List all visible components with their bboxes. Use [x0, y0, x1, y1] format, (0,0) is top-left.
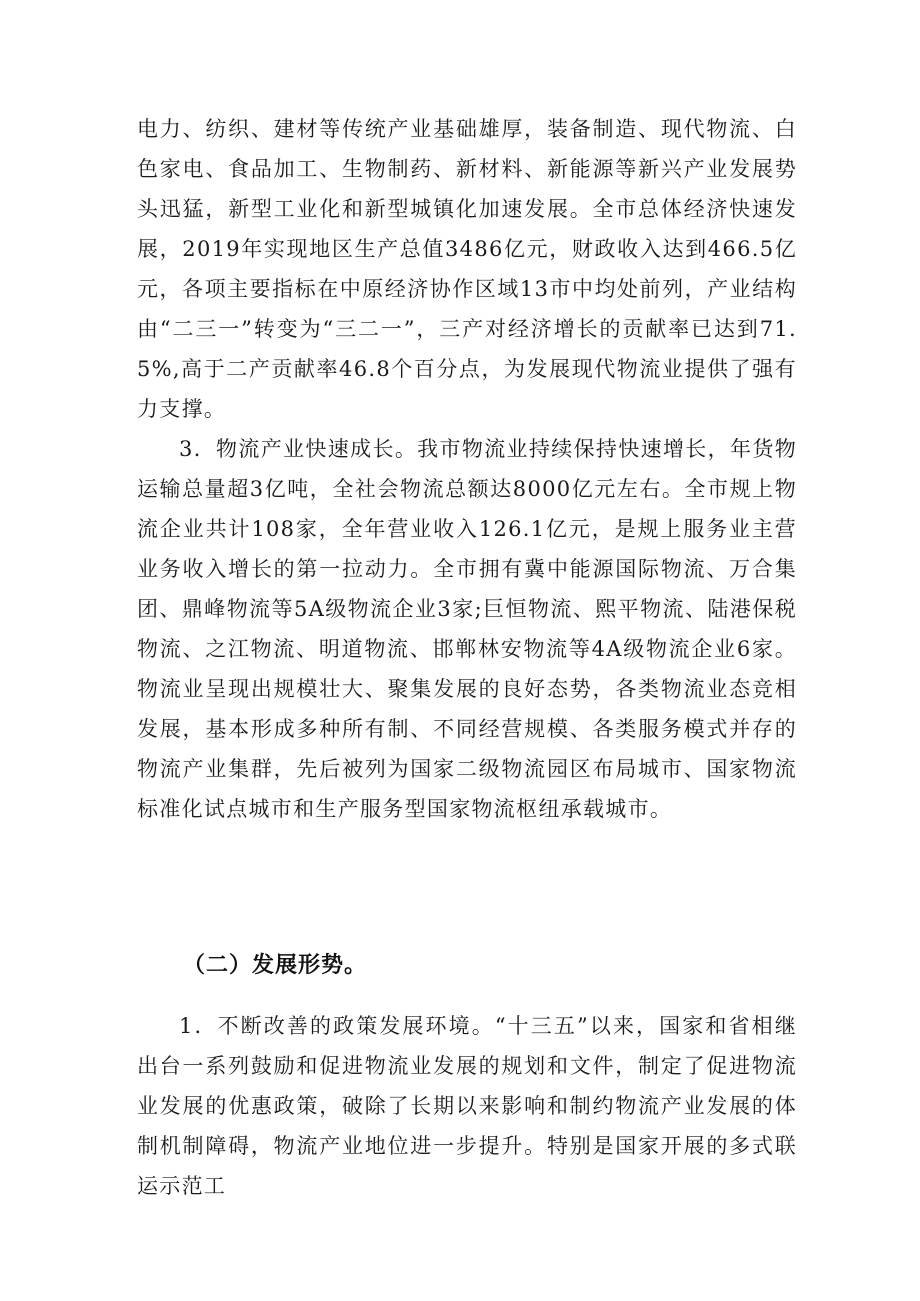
paragraph-policy-environment: 1．不断改善的政策发展环境。“十三五”以来，国家和省相继出台一系列鼓励和促进物流业发展的规划和文件，制定了促进物流业发展的优惠政策，破除了长期以来影响和制约物流产业发展的体制机制障碍，物流产业地位进一步提升。特别是国家开展的多式联运示范工 — [137, 1014, 797, 1198]
paragraph-logistics-growth: 3．物流产业快速成长。我市物流业持续保持快速增长，年货物运输总量超3亿吨，全社会物流总额达8000亿元左右。全市规上物流企业共计108家，全年营业收入126.1亿元，是规上服务业主营业务收入增长的第一拉动力。全市拥有冀中能源国际物流、万合集团、鼎峰物流等5A级物流企业3家;巨恒物流、熙平物流、陆港保税物流、之江物流、明道物流、邯郸林安物流等4A级物流企业6家。物流业呈现出规模壮大、聚集发展的良好态势，各类物流业态竞相发展，基本形成多种所有制、不同经营规模、各类服务模式并存的物流产业集群，先后被列为国家二级物流园区布局城市、国家物流标准化试点城市和生产服务型国家物流枢纽承载城市。 — [137, 437, 797, 821]
section-heading: （二）发展形势。 — [183, 953, 368, 978]
paragraph-economy: 电力、纺织、建材等传统产业基础雄厚，装备制造、现代物流、白色家电、食品加工、生物制药、新材料、新能源等新兴产业发展势头迅猛，新型工业化和新型城镇化加速发展。全市总体经济快速发展，2019年实现地区生产总值3486亿元，财政收入达到466.5亿元，各项主要指标在中原经济协作区域13市中均处前列，产业结构由“二三一”转变为“三二一”，三产对经济增长的贡献率已达到71.5%,高于二产贡献率46.8个百分点，为发展现代物流业提供了强有力支撑。 — [137, 117, 797, 421]
